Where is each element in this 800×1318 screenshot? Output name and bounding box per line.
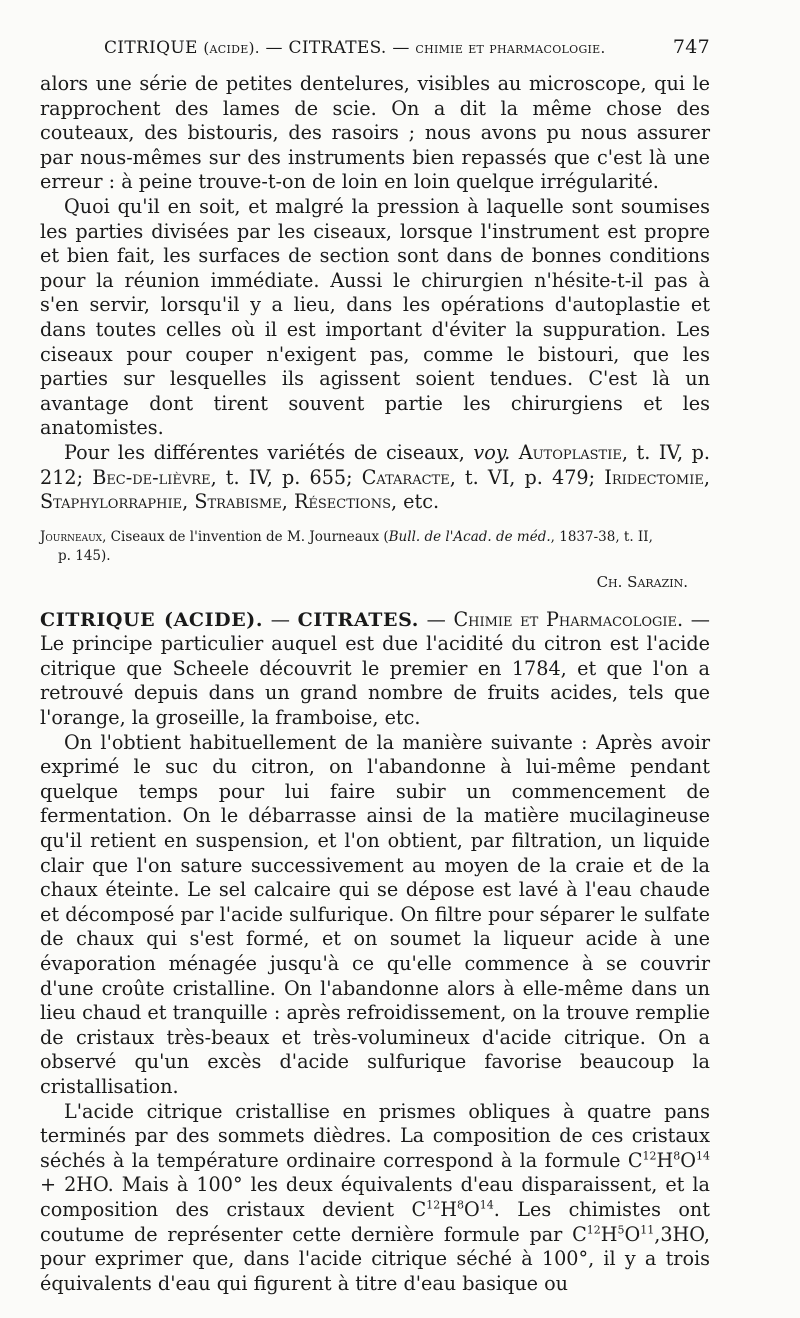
- author-signature: Ch. Sarazin.: [596, 572, 688, 591]
- paragraph-5: On l'obtient habituellement de la manière suivante : Après avoir exprimé le suc du citron, on l'abandonne à lui-même pendant quelque temps pour lui faire subir un commencement de fermentation. On le débarrasse ainsi de la matière mucilagineuse qu'il retient en suspension, et l'on obtient, par filtration, un liquide clair que l'on sature successivement au moyen de la craie et de la chaux éteinte. Le sel calcaire qui se dépose est lavé à l'eau chaude et décomposé par l'acide sulfurique. On filtre pour séparer le sulfate de chaux qui s'est formé, et on soumet la liqueur acide à une évaporation ménagée jusqu'à ce qu'elle commence à se couvrir d'une croûte cristalline. On l'abandonne alors à elle-même dans un lieu chaud et tranquille : après refroidissement, on la trouve remplie de cristaux très-beaux et très-volumineux d'acide citrique. On a observé qu'un excès d'acide sulfurique favorise beaucoup la cristallisation.: [40, 730, 710, 1098]
- header-title-citrates: — CITRATES. —: [265, 38, 410, 58]
- formula-sup: 14: [696, 1149, 710, 1163]
- reference-pages: p. 145).: [58, 547, 111, 564]
- crossref-resections: Résections: [293, 490, 391, 514]
- reference-journal: Bull. de l'Acad. de méd.: [388, 528, 551, 545]
- formula-element: O: [463, 1197, 480, 1221]
- entry-text: — Le principe particulier auquel est due l'acidité du citron est l'acide citrique que Scheele découvrit le premier en 1784, et que l'on a retrouvé depuis dans un grand nombre de fruits acides, tels que l'orange, la groseille, la framboise, etc.: [40, 607, 710, 730]
- crossref-iridectomie: Iridectomie: [604, 465, 704, 489]
- p6-text: + 2HO. Mais à 100° les deux équivalents d'eau disparaissent, et la composition des cristaux devient C: [40, 1173, 710, 1221]
- formula-sup: 12: [586, 1223, 601, 1237]
- crossref-bec-de-lievre: Bec-de-lièvre: [92, 465, 211, 489]
- paragraph-3-crossrefs: [40, 441, 710, 515]
- crossref-autoplastie: Autoplastie: [518, 440, 622, 464]
- formula-element: O: [624, 1222, 641, 1246]
- crossref-text: , t. IV, p. 655;: [210, 465, 353, 489]
- formula-sup: 8: [456, 1198, 464, 1212]
- entry-dash: —: [270, 607, 290, 631]
- crossref-text: ,: [703, 465, 710, 489]
- header-title-main: CITRIQUE: [104, 38, 198, 58]
- paragraph-2: Quoi qu'il en soit, et malgré la pression à laquelle sont soumises les parties divisées par les ciseaux, lorsque l'instrument est propre et bien fait, les surfaces de section sont dans de bonnes conditions pour la réunion immédiate. Aussi le chirurgien n'hésite-t-il pas à s'en servir, lorsqu'il y a lieu, dans les opérations d'autoplastie et dans toutes celles où il est important d'éviter la suppuration. Les ciseaux pour couper n'exigent pas, comme le bistouri, que les parties sur lesquelles ils agissent soient tendues. C'est là un avantage dont tirent souvent partie les chirurgiens et les anatomistes.: [40, 194, 710, 440]
- paragraph-6: [40, 1100, 710, 1297]
- entry-subject: Chimie et Pharmacologie.: [453, 607, 684, 631]
- crossref-intro: Pour les différentes variétés de ciseaux,: [64, 440, 465, 464]
- crossref-text: , t. VI, p. 479;: [449, 465, 596, 489]
- running-header: [40, 36, 710, 58]
- entry-dash: —: [426, 607, 446, 631]
- formula-sup: 11: [640, 1223, 655, 1237]
- formula-sup: 12: [426, 1198, 441, 1212]
- header-title: [104, 38, 606, 58]
- p6-text: L'acide citrique cristallise en prismes obliques à quatre pans terminés par des sommets dièdres. La composition de ces cristaux séchés à la température ordinaire correspond à la formule C: [40, 1099, 710, 1172]
- crossref-text: ,: [182, 490, 189, 514]
- crossref-text: , t. IV, p. 212;: [40, 440, 710, 489]
- formula-element: H: [440, 1197, 457, 1221]
- p6-text: . Les chimistes ont coutume de représenter cette dernière formule par C: [40, 1197, 710, 1246]
- header-title-acide: (acide).: [203, 39, 260, 57]
- voy-label: voy.: [473, 440, 511, 464]
- reference-text: , Ciseaux de l'invention de M. Journeaux (: [102, 528, 389, 545]
- crossref-staphylorraphie: Staphylorraphie: [40, 490, 183, 514]
- formula-sup: 5: [617, 1223, 625, 1237]
- formula-element: H: [600, 1222, 618, 1246]
- formula-sup: 8: [673, 1149, 681, 1163]
- entry-opening: [40, 608, 710, 731]
- p6-text: ,3HO, pour exprimer que, dans l'acide citrique séché à 100°, il y a trois équivalents d'eau qui figurent à titre d'eau basique ou: [40, 1222, 710, 1295]
- page-number: 747: [672, 36, 710, 58]
- reference-author: Journeaux: [40, 528, 103, 545]
- reference-text: , 1837-38, t. II,: [550, 528, 653, 545]
- bibliography-reference: [40, 528, 710, 566]
- crossref-text: ,: [281, 490, 288, 514]
- crossref-text: , etc.: [390, 490, 440, 514]
- paragraph-1: alors une série de petites dentelures, visibles au microscope, qui le rapprochent des lames de scie. On a dit la même chose des couteaux, des bistouris, des rasoirs ; nous avons pu nous assurer par nous-mêmes sur des instruments bien repassés que c'est là une erreur : à peine trouve-t-on de loin en loin quelque irrégularité.: [40, 72, 710, 194]
- entry-title-citrates: CITRATES.: [297, 608, 419, 631]
- crossref-cataracte: Cataracte: [361, 465, 450, 489]
- formula-sup: 14: [479, 1198, 494, 1212]
- header-title-subject: chimie et pharmacologie.: [415, 39, 606, 57]
- crossref-strabisme: Strabisme: [194, 490, 282, 514]
- formula-element: O: [680, 1148, 696, 1172]
- entry-title: CITRIQUE (ACIDE).: [40, 608, 264, 631]
- formula-element: H: [656, 1148, 674, 1172]
- formula-sup: 12: [642, 1149, 657, 1163]
